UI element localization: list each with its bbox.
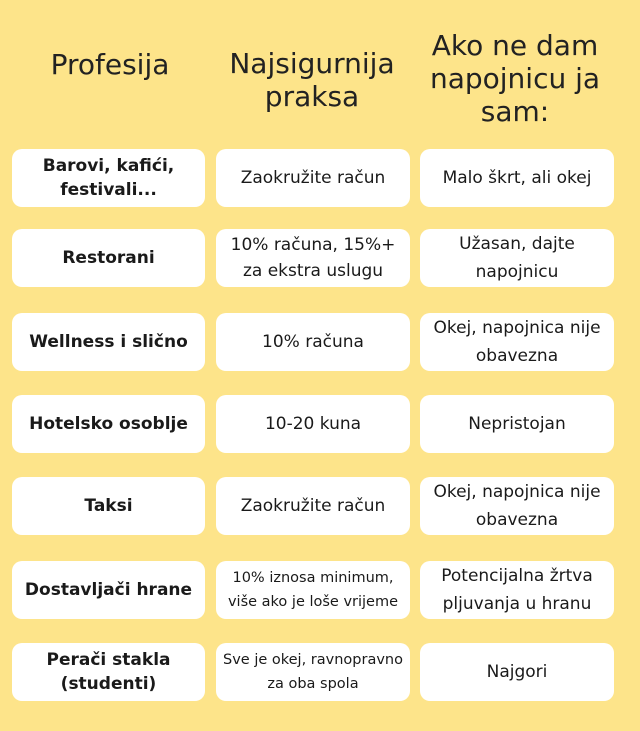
practice-cell: 10-20 kuna [216, 395, 410, 453]
profession-cell: Perači stakla (studenti) [12, 643, 205, 701]
profession-cell: Hotelsko osoblje [12, 395, 205, 453]
verdict-cell: Potencijalna žrtva pljuvanja u hranu [420, 561, 614, 619]
practice-cell: Zaokružite račun [216, 477, 410, 535]
profession-cell: Barovi, kafići, festivali... [12, 149, 205, 207]
practice-cell: Sve je okej, ravnopravno za oba spola [216, 643, 410, 701]
header-verdict: Ako ne dam napojnicu ja sam: [429, 29, 601, 128]
practice-cell: 10% iznosa minimum, više ako je loše vrijeme [216, 561, 410, 619]
verdict-cell: Užasan, dajte napojnicu [420, 229, 614, 287]
profession-cell: Restorani [12, 229, 205, 287]
practice-cell: Zaokružite račun [216, 149, 410, 207]
practice-cell: 10% računa, 15%+ za ekstra uslugu [216, 229, 410, 287]
header-profession: Profesija [50, 48, 170, 81]
profession-cell: Taksi [12, 477, 205, 535]
header-practice: Najsigurnija praksa [229, 47, 395, 113]
profession-cell: Dostavljači hrane [12, 561, 205, 619]
verdict-cell: Okej, napojnica nije obavezna [420, 313, 614, 371]
verdict-cell: Najgori [420, 643, 614, 701]
verdict-cell: Malo škrt, ali okej [420, 149, 614, 207]
verdict-cell: Okej, napojnica nije obavezna [420, 477, 614, 535]
practice-cell: 10% računa [216, 313, 410, 371]
table-header [0, 0, 640, 140]
verdict-cell: Nepristojan [420, 395, 614, 453]
profession-cell: Wellness i slično [12, 313, 205, 371]
